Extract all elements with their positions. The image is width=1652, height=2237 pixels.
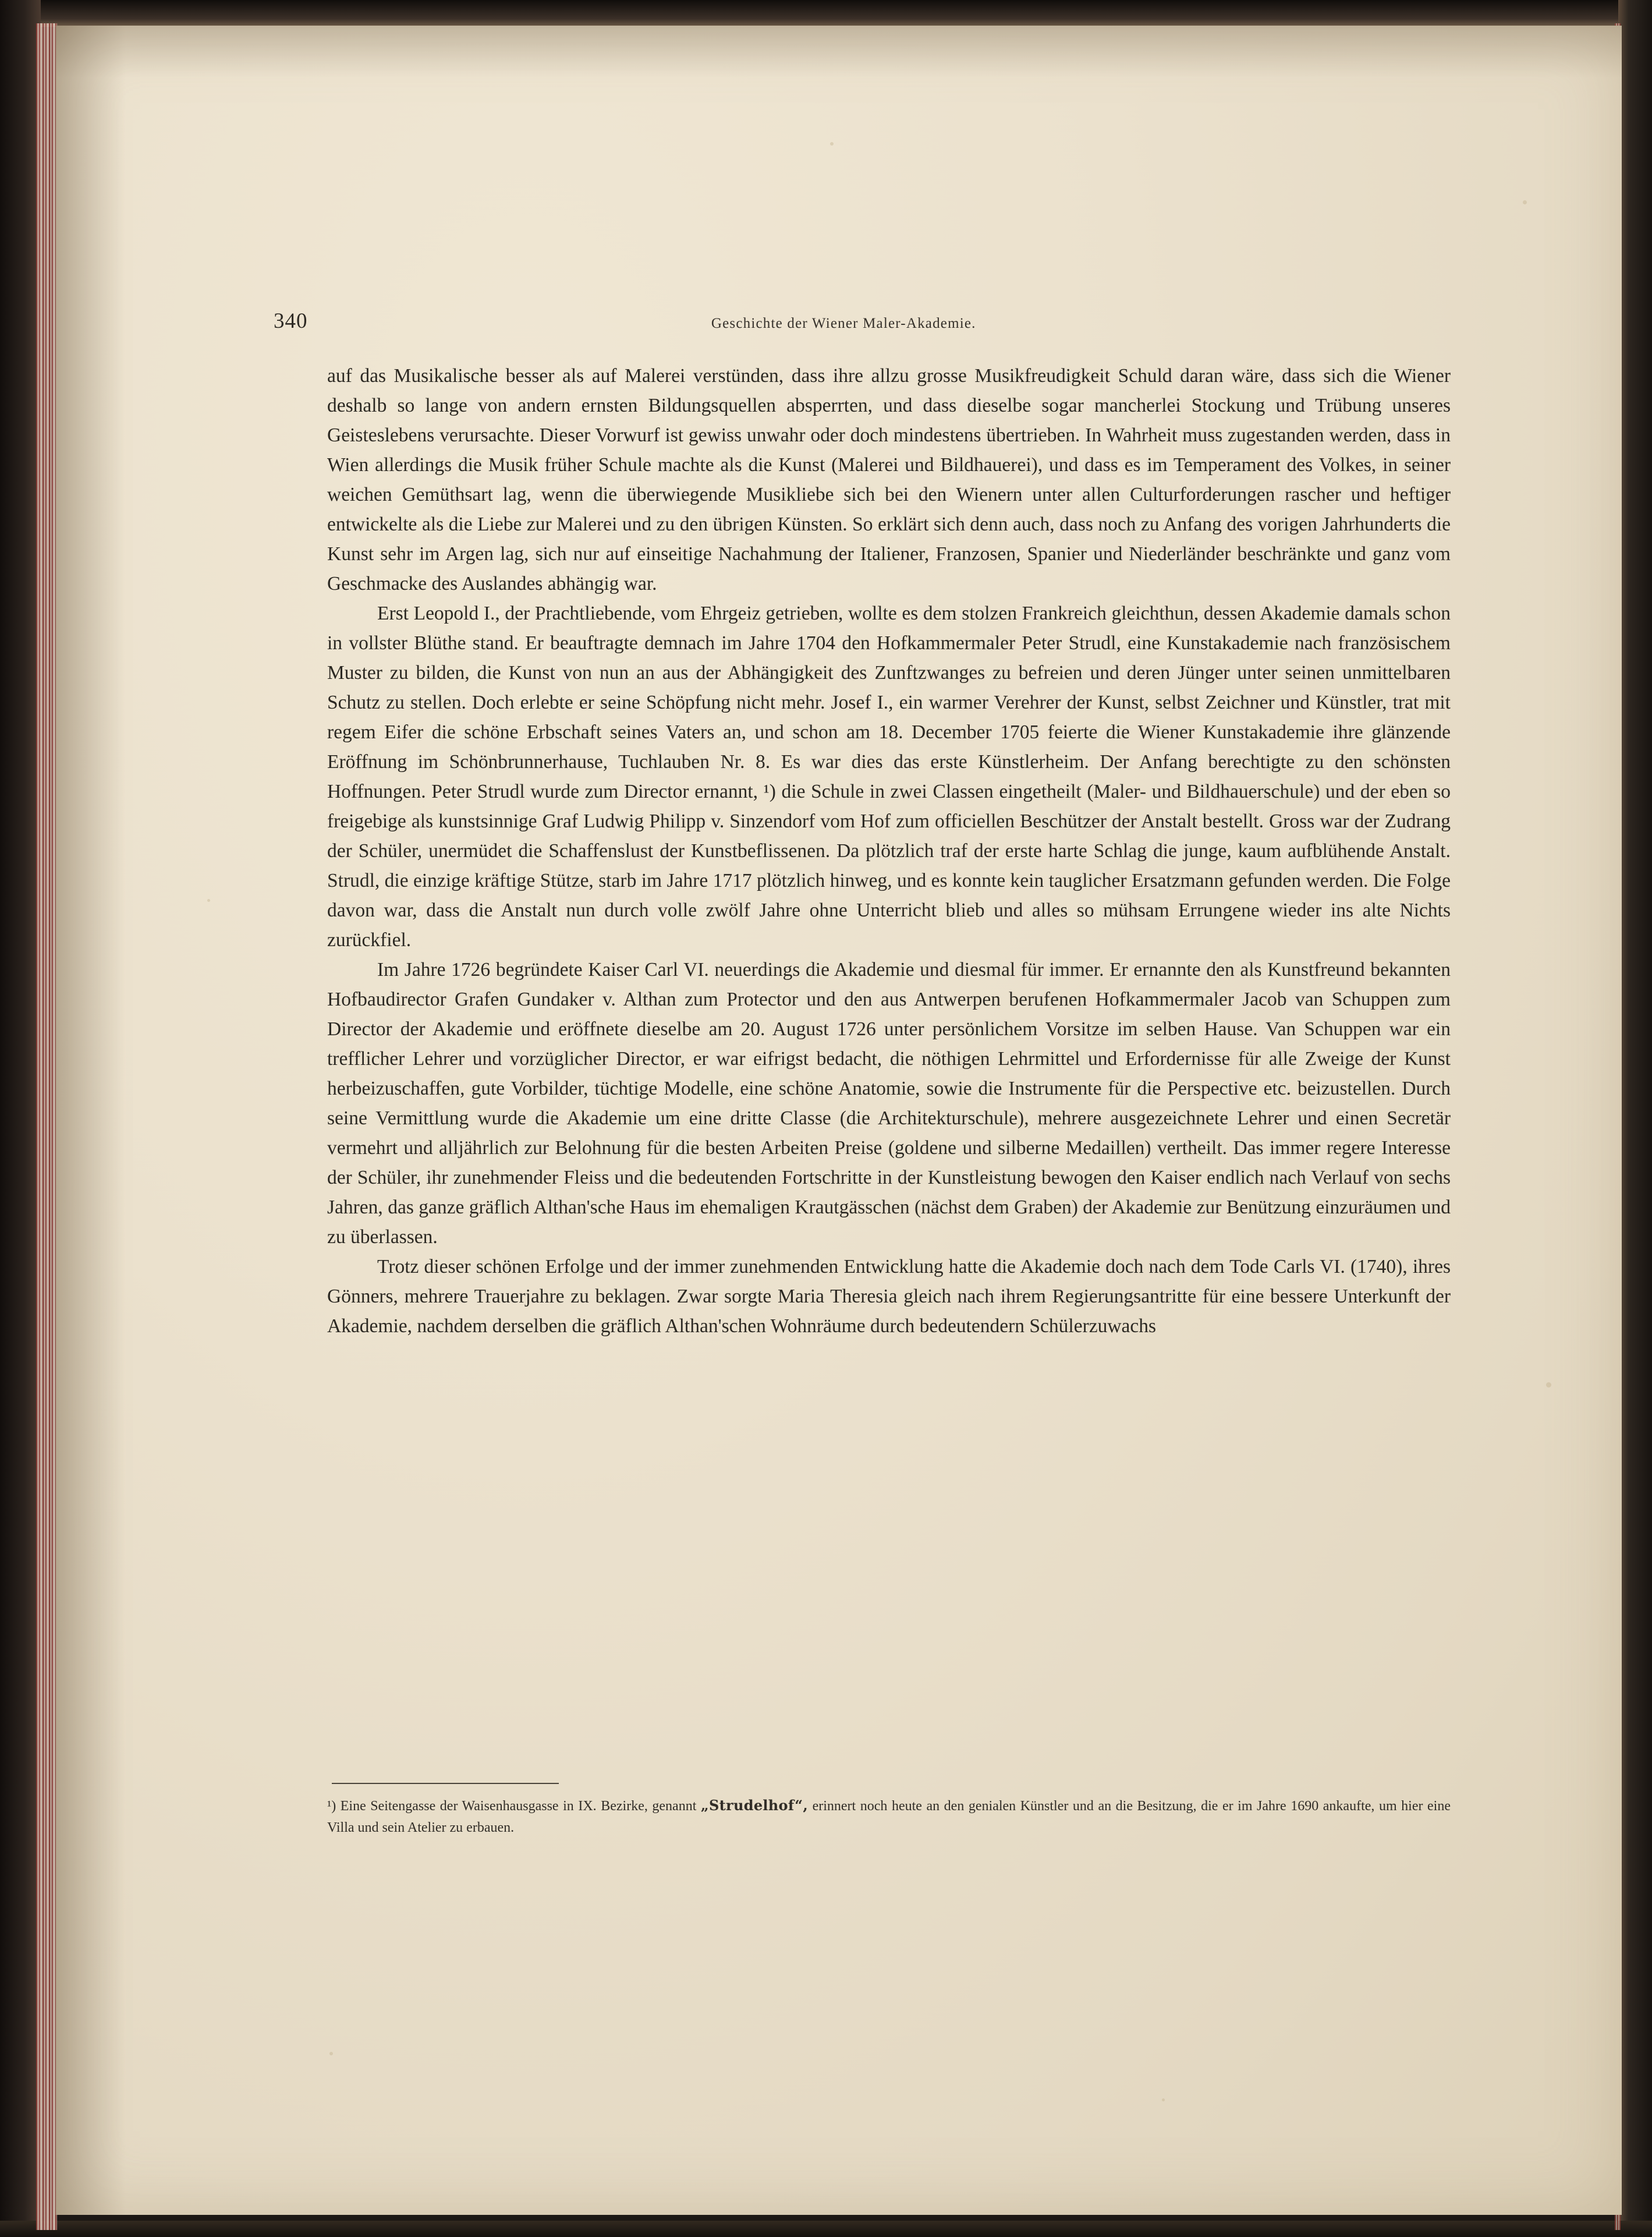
- paper-speck: [830, 142, 834, 146]
- footnote-rule: [332, 1783, 559, 1784]
- body-text: [327, 361, 1451, 1341]
- book-spine-marbling-left: [36, 23, 57, 2230]
- paragraph-4: Trotz dieser schönen Erfolge und der immer zunehmenden Entwicklung hatte die Akademie doch nach dem Tode Carls VI. (1740), ihres Gönners, mehrere Trauerjahre zu beklagen. Zwar sorgte Maria Theresia gleich nach ihrem Regierungsantritte für eine bessere Unterkunft der Akademie, nachdem derselben die gräflich Althan'schen Wohnräume durch bedeutendern Schülerzuwachs: [327, 1256, 1451, 1337]
- page-number: 340: [274, 309, 308, 333]
- running-head: [274, 309, 1415, 334]
- footnote-text-after: erinnert noch heute an den genialen Künstler und an die Besitzung, die er im Jahre 1690 ankaufte, um hier eine Villa und sein Atelier zu erbauen.: [327, 1799, 1451, 1835]
- paper-speck: [207, 899, 210, 902]
- footnote-marker: ¹): [327, 1799, 336, 1814]
- scan-left-edge: [0, 0, 41, 2237]
- paragraph-3: Im Jahre 1726 begründete Kaiser Carl VI. neuerdings die Akademie und diesmal für immer. Er ernannte den als Kunstfreund bekannten Hofbaudirector Grafen Gundaker v. Althan zum Protector und den aus Antwerpen berufenen Hofkammermaler Jacob van Schuppen zum Director der Akademie und eröffnete dieselbe am 20. August 1726 unter persönlichem Vorsitze im selben Hause. Van Schuppen war ein trefflicher Lehrer und vorzüglicher Director, er war eifrigst bedacht, die nöthigen Lehrmittel und Erfordernisse für alle Zweige der Kunst herbeizuschaffen, gute Vorbilder, tüchtige Modelle, eine schöne Anatomie, sowie die Instrumente für die Perspective etc. beizustellen. Durch seine Vermittlung wurde die Akademie um eine dritte Classe (die Architekturschule), mehrere ausgezeichnete Lehrer und einen Secretär vermehrt und alljährlich zur Belohnung für die besten Arbeiten Preise (goldene und silberne Medaillen) vertheilt. Das immer regere Interesse der Schüler, ihr zunehmender Fleiss und die bedeutenden Fortschritte in der Kunstleistung bewogen den Kaiser endlich nach Verlauf von sechs Jahren, das ganze gräflich Althan'sche Haus im ehemaligen Krautgässchen (nächst dem Graben) der Akademie zur Benützung einzuräumen und zu überlassen.: [327, 959, 1451, 1248]
- scan-bottom-edge: [0, 2221, 1652, 2237]
- footnote-fraktur-term: „Strudelhof“,: [700, 1797, 809, 1814]
- paper-speck: [329, 2052, 333, 2055]
- paper-speck: [1546, 1382, 1551, 1387]
- gutter-shadow: [56, 26, 126, 2215]
- top-shadow: [56, 26, 1622, 78]
- running-title: Geschichte der Wiener Maler-Akademie.: [711, 316, 976, 331]
- paper-speck: [1523, 200, 1527, 204]
- footnote: [327, 1794, 1451, 1839]
- scan-top-edge: [0, 0, 1652, 27]
- paragraph-1: auf das Musikalische besser als auf Malerei verstünden, dass ihre allzu grosse Musikfreudigkeit Schuld daran wäre, dass sich die Wiener deshalb so lange von andern ernsten Bildungsquellen absperrten, und dass dieselbe sogar mancherlei Stockung und Trübung unseres Geisteslebens verursachte. Dieser Vorwurf ist gewiss unwahr oder doch mindestens übertrieben. In Wahrheit muss zugestanden werden, dass in Wien allerdings die Musik früher Schule machte als die Kunst (Malerei und Bildhauerei), und dass es im Temperament des Volkes, in seiner weichen Gemüthsart lag, wenn die überwiegende Musikliebe sich bei den Wienern unter allen Culturforderungen rascher und heftiger entwickelte als die Liebe zur Malerei und zu den übrigen Künsten. So erklärt sich denn auch, dass noch zu Anfang des vorigen Jahrhunderts die Kunst sehr im Argen lag, sich nur auf einseitige Nachahmung der Italiener, Franzosen, Spanier und Niederländer beschränkte und ganz vom Geschmacke des Auslandes abhängig war.: [327, 365, 1451, 594]
- scan-right-edge: [1618, 0, 1652, 2237]
- paper-speck: [1162, 2098, 1165, 2101]
- paragraph-2: Erst Leopold I., der Prachtliebende, vom Ehrgeiz getrieben, wollte es dem stolzen Frankreich gleichthun, dessen Akademie damals schon in vollster Blüthe stand. Er beauftragte demnach im Jahre 1704 den Hofkammermaler Peter Strudl, eine Kunstakademie nach französischem Muster zu bilden, die Kunst von nun an aus der Abhängigkeit des Zunftzwanges zu befreien und deren Jünger unter seinen unmittelbaren Schutz zu stellen. Doch erlebte er seine Schöpfung nicht mehr. Josef I., ein warmer Verehrer der Kunst, selbst Zeichner und Künstler, trat mit regem Eifer die schöne Erbschaft seines Vaters an, und schon am 18. December 1705 feierte die Wiener Kunstakademie ihre glänzende Eröffnung im Schönbrunnerhause, Tuchlauben Nr. 8. Es war dies das erste Künstlerheim. Der Anfang berechtigte zu den schönsten Hoffnungen. Peter Strudl wurde zum Director ernannt, ¹) die Schule in zwei Classen eingetheilt (Maler- und Bildhauerschule) und der eben so freigebige als kunstsinnige Graf Ludwig Philipp v. Sinzendorf vom Hof zum officiellen Beschützer der Anstalt bestellt. Gross war der Zudrang der Schüler, unermüdet die Schaffenslust der Kunstbeflissenen. Da plötzlich traf der erste harte Schlag die junge, kaum aufblühende Anstalt. Strudl, die einzige kräftige Stütze, starb im Jahre 1717 plötzlich hinweg, und es konnte kein tauglicher Ersatzmann gefunden werden. Die Folge davon war, dass die Anstalt nun durch volle zwölf Jahre ohne Unterricht blieb und alles so mühsam Errungene wieder ins alte Nichts zurückfiel.: [327, 603, 1451, 951]
- footnote-text-before: Eine Seitengasse der Waisenhausgasse in IX. Bezirke, genannt: [336, 1799, 701, 1814]
